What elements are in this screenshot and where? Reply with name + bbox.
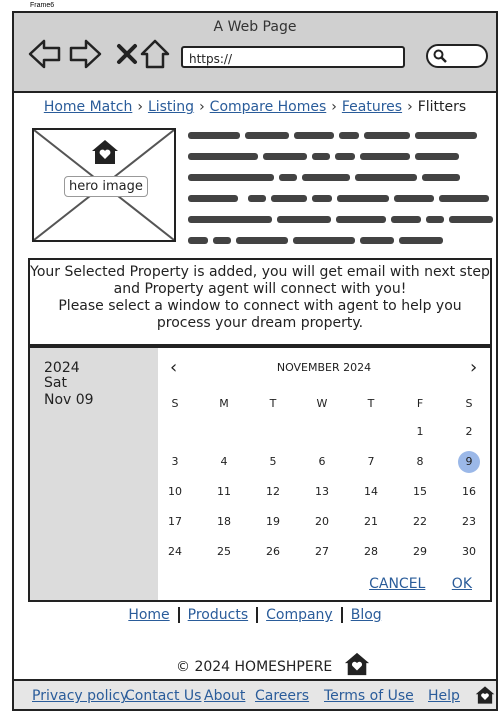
calendar-day[interactable]: 12 [266, 485, 280, 498]
browser-window [12, 11, 498, 711]
confirmation-message [28, 258, 492, 346]
calendar-day[interactable]: 19 [266, 515, 280, 528]
home-icon[interactable] [138, 37, 172, 71]
breadcrumb-current: Flitters [417, 99, 467, 115]
next-month-icon[interactable]: › [470, 357, 478, 378]
prev-month-icon[interactable]: ‹ [170, 357, 178, 378]
date-picker-dialog [28, 346, 492, 602]
copyright [176, 645, 371, 675]
calendar-day[interactable]: 7 [367, 455, 375, 468]
frame-label: Frame6 [30, 2, 55, 9]
privacy-policy-link[interactable]: Privacy policy [32, 688, 129, 704]
hero-image-label: hero image [64, 176, 148, 197]
search-field[interactable] [426, 44, 488, 68]
placeholder-text-block [188, 132, 498, 258]
cancel-button[interactable]: CANCEL [369, 576, 426, 592]
breadcrumb-separator: › [137, 99, 143, 115]
breadcrumb-compare-homes[interactable]: Compare Homes [209, 99, 327, 115]
footer-link-products[interactable]: Products [180, 607, 258, 623]
selected-weekday: Sat [44, 375, 67, 391]
calendar-day[interactable]: 6 [318, 455, 326, 468]
contact-us-link[interactable]: Contact Us [125, 688, 202, 704]
breadcrumb-features[interactable]: Features [341, 99, 403, 115]
hero-image [32, 128, 176, 242]
calendar-day[interactable]: 13 [315, 485, 329, 498]
calendar-day[interactable]: 27 [315, 545, 329, 558]
calendar-day[interactable]: 11 [217, 485, 231, 498]
ok-button[interactable]: OK [451, 576, 472, 592]
calendar-day[interactable]: 21 [364, 515, 378, 528]
house-heart-icon [343, 651, 371, 677]
careers-link[interactable]: Careers [255, 688, 310, 704]
calendar-day[interactable]: 28 [364, 545, 378, 558]
confirmation-line-2: Please select a window to connect with agent to help you process your dream property. [58, 298, 462, 331]
calendar-day[interactable]: 5 [269, 455, 277, 468]
terms-of-use-link[interactable]: Terms of Use [324, 688, 414, 704]
date-picker-header [30, 348, 158, 600]
calendar-day[interactable]: 26 [266, 545, 280, 558]
bottom-bar [14, 679, 496, 709]
breadcrumb-separator: › [199, 99, 205, 115]
house-heart-icon [474, 685, 496, 705]
breadcrumb-listing[interactable]: Listing [147, 99, 195, 115]
url-bar[interactable]: https:// [181, 46, 405, 68]
search-icon [432, 48, 448, 64]
forward-icon[interactable] [68, 37, 102, 71]
about-link[interactable]: About [204, 688, 246, 704]
calendar-day[interactable]: 8 [416, 455, 424, 468]
selected-date: Nov 09 [44, 392, 94, 408]
calendar-day[interactable]: 20 [315, 515, 329, 528]
breadcrumb-home-match[interactable]: Home Match [43, 99, 133, 115]
copyright-text: © 2024 HOMESHPERE [176, 659, 333, 675]
confirmation-line-1: Your Selected Property is added, you will get email with next step and Property agent will connect with you! [30, 264, 490, 297]
calendar-day[interactable]: 29 [413, 545, 427, 558]
weekday-header: W [316, 397, 328, 410]
footer-link-company[interactable]: Company [258, 607, 343, 623]
selected-year[interactable]: 2024 [44, 360, 80, 376]
month-title: NOVEMBER 2024 [276, 361, 372, 374]
weekday-header: S [171, 397, 179, 410]
back-icon[interactable] [28, 37, 62, 71]
dialog-actions [347, 576, 472, 592]
house-heart-icon [90, 138, 120, 166]
calendar-day[interactable]: 16 [462, 485, 476, 498]
weekday-header: T [367, 397, 375, 410]
calendar-day[interactable]: 4 [220, 455, 228, 468]
calendar-day[interactable]: 17 [168, 515, 182, 528]
calendar-day[interactable]: 24 [168, 545, 182, 558]
calendar-day[interactable]: 30 [462, 545, 476, 558]
weekday-header: M [219, 397, 229, 410]
calendar-day[interactable]: 10 [168, 485, 182, 498]
calendar-day[interactable]: 18 [217, 515, 231, 528]
footer-link-blog[interactable]: Blog [350, 607, 382, 623]
breadcrumb-separator: › [407, 99, 413, 115]
calendar-day[interactable]: 15 [413, 485, 427, 498]
calendar-day[interactable]: 25 [217, 545, 231, 558]
calendar-day[interactable]: 14 [364, 485, 378, 498]
help-link[interactable]: Help [428, 688, 460, 704]
calendar-day[interactable]: 22 [413, 515, 427, 528]
calendar-day-selected[interactable]: 9 [458, 451, 480, 473]
calendar-day[interactable]: 23 [462, 515, 476, 528]
footer-link-home[interactable]: Home [120, 607, 179, 623]
footer-nav [14, 607, 496, 623]
calendar-day[interactable]: 2 [465, 425, 473, 438]
browser-toolbar [14, 13, 496, 93]
calendar-day[interactable]: 1 [416, 425, 424, 438]
breadcrumb [14, 99, 496, 115]
calendar-day[interactable]: 3 [171, 455, 179, 468]
breadcrumb-separator: › [331, 99, 337, 115]
window-title: A Web Page [213, 19, 297, 35]
weekday-header: S [465, 397, 473, 410]
weekday-header: T [269, 397, 277, 410]
weekday-header: F [416, 397, 424, 410]
